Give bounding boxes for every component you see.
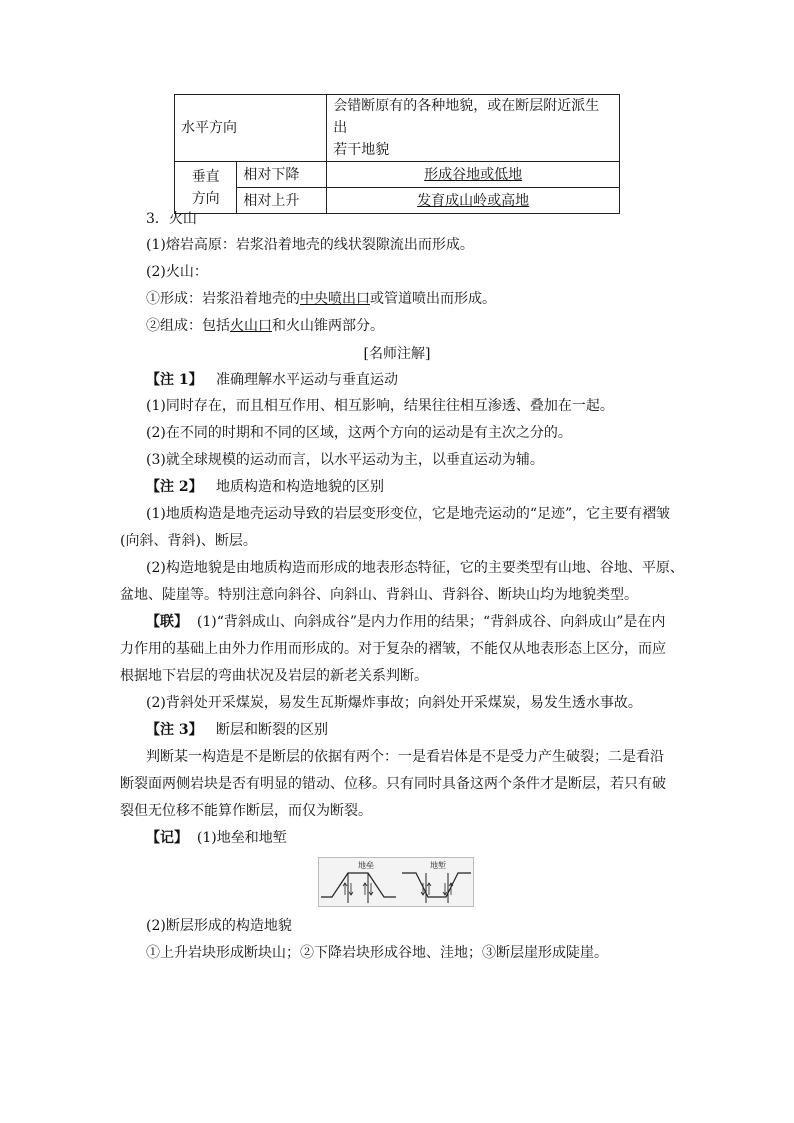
paragraph: (2)断层形成的构造地貌 — [146, 918, 292, 934]
horst-graben-diagram — [318, 857, 474, 907]
horst-label: 地垒 — [358, 861, 374, 870]
paragraph: 盆地、陡崖等。特别注意向斜谷、向斜山、背斜山、背斜谷、断块山均为地貌类型。 — [120, 587, 638, 603]
paragraph: (1)地质构造是地壳运动导致的岩层变形变位，它是地壳运动的“足迹”，它主要有褶皱 — [146, 506, 671, 522]
graben-label: 地堑 — [430, 861, 446, 870]
paragraph: 判断某一构造是不是断层的依据有两个：一是看岩体是不是受力产生破裂；二是看沿 — [146, 749, 664, 765]
paragraph: ②组成：包括火山口和火山锥两部分。 — [146, 318, 384, 334]
section-3-title: 3．火山 — [146, 211, 197, 227]
note-3-heading: 【注 3】 断层和断裂的区别 — [146, 722, 328, 738]
link-note: 【联】 (1)“背斜成山、向斜成谷”是内力作用的结果；“背斜成谷、向斜成山”是在内 — [146, 614, 666, 630]
paragraph: (2)在不同的时期和不同的区域，这两个方向的运动是有主次之分的。 — [146, 425, 572, 441]
table-cell-up: 相对上升 — [237, 188, 327, 214]
table-cell-down: 相对下降 — [237, 162, 327, 188]
paragraph: (2)构造地貌是由地质构造而形成的地表形态特征，它的主要类型有山地、谷地、平原、 — [146, 560, 684, 576]
paragraph: (2)背斜处开采煤炭，易发生瓦斯爆炸事故；向斜处开采煤炭，易发生透水事故。 — [146, 695, 642, 711]
paragraph: (3)就全球规模的运动而言，以水平运动为主，以垂直运动为辅。 — [146, 452, 544, 468]
table-cell-down-result: 形成谷地或低地 — [327, 162, 620, 188]
table-cell-up-result: 发育成山岭或高地 — [327, 188, 620, 214]
note-2-heading: 【注 2】 地质构造和构造地貌的区别 — [146, 479, 384, 495]
memo-heading: 【记】 (1)地垒和地堑 — [146, 830, 287, 846]
paragraph: 根据地下岩层的弯曲状况及岩层的新老关系判断。 — [120, 668, 428, 684]
note-1-heading: 【注 1】 准确理解水平运动与垂直运动 — [146, 372, 398, 388]
paragraph: ①形成：岩浆沿着地壳的中央喷出口或管道喷出而形成。 — [146, 291, 496, 307]
paragraph: (2)火山： — [146, 264, 208, 280]
paragraph: 力作用的基础上由外力作用而形成的。对于复杂的褶皱，不能仅从地表形态上区分，而应 — [120, 641, 666, 657]
notes-heading: [名师注解] — [363, 346, 431, 362]
paragraph: 断裂面两侧岩块是否有明显的错动、位移。只有同时具备这两个条件才是断层，若只有破 — [120, 776, 666, 792]
paragraph: (1)熔岩高原：岩浆沿着地壳的线状裂隙流出而形成。 — [146, 237, 474, 253]
paragraph: 裂但无位移不能算作断层，而仅为断裂。 — [120, 803, 372, 819]
fault-landform-table — [174, 94, 620, 214]
paragraph: ①上升岩块形成断块山；②下降岩块形成谷地、洼地；③断层崖形成陡崖。 — [146, 945, 608, 961]
table-cell-horizontal-result: 会错断原有的各种地貌，或在断层附近派生出 若干地貌 — [327, 95, 620, 162]
table-cell-horizontal: 水平方向 — [175, 95, 327, 162]
paragraph: (1)同时存在，而且相互作用、相互影响，结果往往相互渗透、叠加在一起。 — [146, 398, 614, 414]
paragraph: (向斜、背斜)、断层。 — [120, 533, 257, 549]
table-cell-vertical: 垂直 方向 — [175, 162, 237, 214]
